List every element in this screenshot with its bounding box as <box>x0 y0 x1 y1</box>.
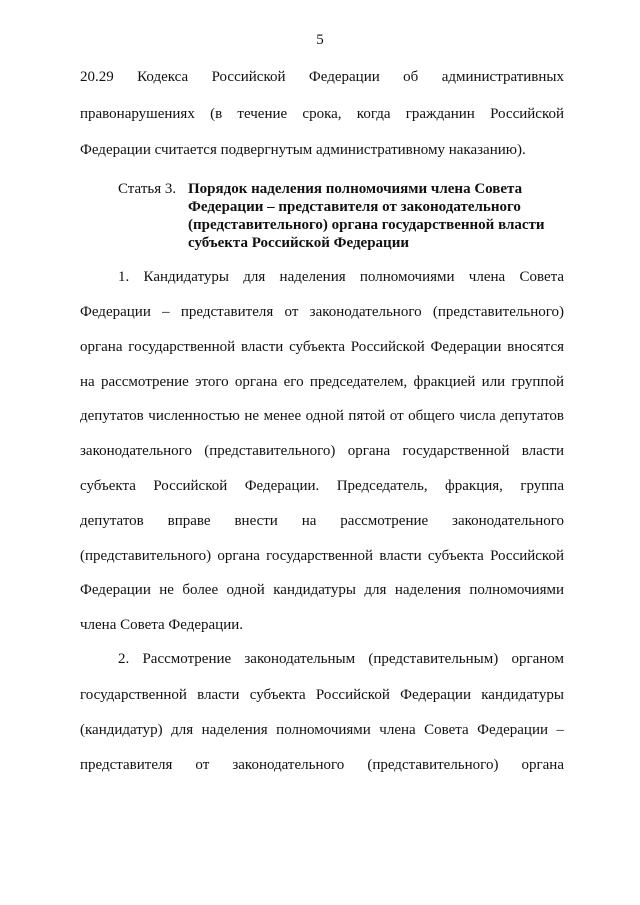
text-line: правонарушениях (в течение срока, когда гражданин Российской <box>80 106 564 122</box>
text-line: (кандидатур) для наделения полномочиями члена Совета Федерации – <box>80 722 564 738</box>
text-line: Федерации – представителя от законодательного (представительного) <box>80 304 564 320</box>
text-line: представителя от законодательного (представительного) органа <box>80 757 564 773</box>
article-label: Статья 3. <box>118 181 177 197</box>
text-line: государственной власти субъекта Российской Федерации кандидатуры <box>80 687 564 703</box>
article-title-line: Порядок наделения полномочиями члена Совета <box>188 181 523 197</box>
text-line: законодательного (представительного) органа государственной власти <box>80 443 564 459</box>
text-line: Федерации не более одной кандидатуры для наделения полномочиями <box>80 582 564 598</box>
text-line: 2. Рассмотрение законодательным (представительным) органом <box>118 651 564 667</box>
text-line: 20.29 Кодекса Российской Федерации об административных <box>80 69 564 85</box>
article-title-line: субъекта Российской Федерации <box>188 235 409 251</box>
article-title-line: (представительного) органа государственной власти <box>188 217 545 233</box>
article-title-line: Федерации – представителя от законодательного <box>188 199 521 215</box>
text-line: депутатов вправе внести на рассмотрение законодательного <box>80 513 564 529</box>
text-line: депутатов численностью не менее одной пятой от общего числа депутатов <box>80 408 564 424</box>
text-line: органа государственной власти субъекта Российской Федерации вносятся <box>80 339 564 355</box>
text-line: (представительного) органа государственной власти субъекта Российской <box>80 548 564 564</box>
page-number: 5 <box>316 32 324 48</box>
text-line: 1. Кандидатуры для наделения полномочиями члена Совета <box>118 269 564 285</box>
text-line: члена Совета Федерации. <box>80 617 244 633</box>
text-line: на рассмотрение этого органа его председателем, фракцией или группой <box>80 374 564 390</box>
text-line: Федерации считается подвергнутым административному наказанию). <box>80 142 526 158</box>
article-title <box>188 180 548 252</box>
text-line: субъекта Российской Федерации. Председатель, фракция, группа <box>80 478 564 494</box>
